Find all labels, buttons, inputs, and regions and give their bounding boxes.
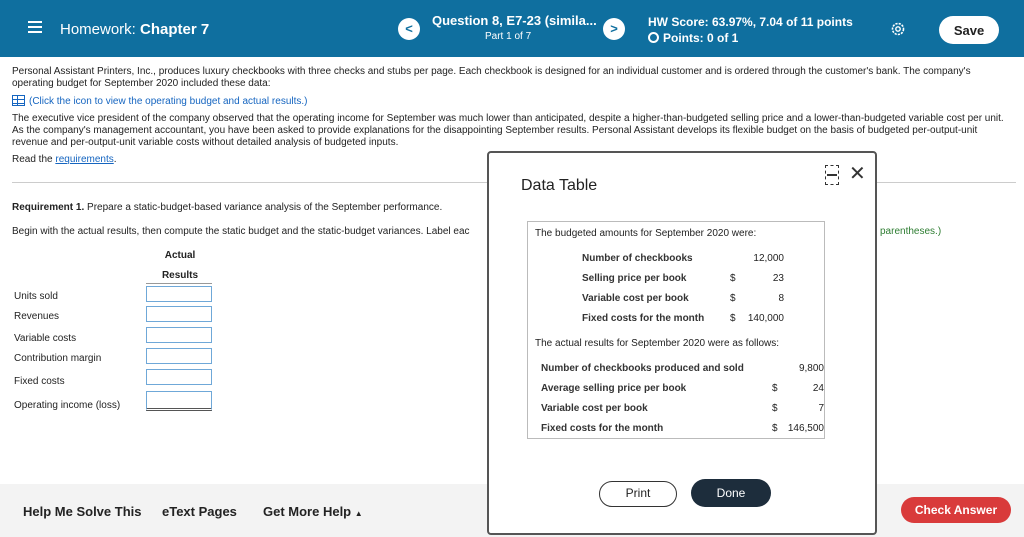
menu-icon[interactable] — [28, 21, 42, 33]
requirement-label: Requirement 1. — [12, 202, 85, 213]
actual-row-label: Variable cost per book — [541, 403, 648, 414]
read-suffix: . — [113, 154, 117, 165]
row-label-revenues: Revenues — [14, 311, 60, 322]
actual-row-currency: $ — [772, 403, 778, 414]
actual-fixed-costs-input[interactable] — [146, 369, 212, 385]
data-table-link-text[interactable]: (Click the icon to view the operating budget and actual results.) — [29, 96, 308, 107]
budget-row-currency: $ — [730, 273, 736, 284]
budget-row-value: 8 — [778, 293, 784, 304]
actual-units-sold-input[interactable] — [146, 286, 212, 302]
actual-row-currency: $ — [772, 423, 778, 434]
dialog-title: Data Table — [521, 177, 598, 194]
budget-row-currency: $ — [730, 313, 736, 324]
requirement-instructions: Begin with the actual results, then compute the static budget and the static-budget variances. Label eac — [12, 226, 470, 237]
circle-icon — [648, 32, 659, 43]
caret-up-icon: ▲ — [354, 509, 363, 518]
points-text: Points: 0 of 1 — [663, 31, 739, 45]
row-label-contribution-margin: Contribution margin — [14, 353, 102, 364]
data-table-link[interactable] — [12, 95, 1012, 108]
homework-title — [60, 21, 209, 38]
budget-row-label: Variable cost per book — [582, 293, 689, 304]
column-header-results: Results — [161, 270, 199, 281]
budget-row-label: Number of checkbooks — [582, 253, 693, 264]
question-title: Question 8, E7-23 (simila... — [432, 13, 597, 28]
actual-revenues-input[interactable] — [146, 306, 212, 322]
actual-row-value: 24 — [812, 383, 824, 394]
minimize-icon[interactable] — [825, 165, 839, 185]
header-underline — [146, 283, 212, 284]
next-question-button[interactable]: > — [603, 18, 625, 40]
prev-question-button[interactable]: < — [398, 18, 420, 40]
requirement-1 — [12, 202, 442, 213]
budget-row-label: Selling price per book — [582, 273, 687, 284]
actual-row-value: 7 — [818, 403, 824, 414]
get-more-help-button[interactable] — [263, 504, 363, 519]
actual-contribution-margin-input[interactable] — [146, 348, 212, 364]
actual-header: The actual results for September 2020 were as follows: — [535, 338, 780, 349]
table-icon[interactable] — [12, 95, 25, 106]
instructions-tail: parentheses.) — [880, 226, 942, 237]
row-label-units-sold: Units sold — [14, 291, 58, 302]
homework-prefix: Homework: — [60, 21, 136, 38]
actual-row-label: Average selling price per book — [541, 383, 687, 394]
budget-row-value: 23 — [772, 273, 784, 284]
homework-chapter: Chapter 7 — [140, 21, 210, 38]
row-label-fixed-costs: Fixed costs — [14, 376, 65, 387]
data-table — [527, 221, 825, 439]
actual-variable-costs-input[interactable] — [146, 327, 212, 343]
read-prefix: Read the — [12, 154, 53, 165]
get-more-help-label: Get More Help — [263, 504, 352, 519]
points-status — [648, 31, 738, 45]
actual-row-value: 146,500 — [787, 423, 824, 434]
budget-header: The budgeted amounts for September 2020 were: — [535, 228, 757, 239]
check-answer-button[interactable]: Check Answer — [901, 497, 1011, 523]
budget-row-value: 12,000 — [753, 253, 784, 264]
done-button[interactable]: Done — [691, 479, 771, 507]
column-header-actual: Actual — [164, 250, 196, 261]
problem-intro: Personal Assistant Printers, Inc., produces luxury checkbooks with three checks and stubs per page. Each checkbook is designed for an individual customer and is ordered through the customer's bank. The company's operating budget for September 2020 included these data: — [12, 66, 971, 89]
save-button[interactable]: Save — [939, 16, 999, 44]
actual-row-currency: $ — [772, 383, 778, 394]
question-part: Part 1 of 7 — [485, 31, 532, 42]
row-label-variable-costs: Variable costs — [14, 333, 77, 344]
budget-row-label: Fixed costs for the month — [582, 313, 705, 324]
budget-row-value: 140,000 — [747, 313, 784, 324]
problem-context: The executive vice president of the company observed that the operating income for September was much lower than anticipated, despite a higher-than-budgeted selling price and a lower-than-budgeted variable cost per unit. As the company's management accountant, you have been asked to provide explanations for the disappointing September results. Personal Assistant develops its flexible budget on the basis of budgeted per-output-unit revenue and per-output-unit variable costs without detailed analysis of budgeted inputs. — [12, 113, 1004, 148]
actual-operating-income-input[interactable] — [146, 391, 212, 411]
help-me-solve-button[interactable]: Help Me Solve This — [23, 504, 142, 519]
budget-row-currency: $ — [730, 293, 736, 304]
actual-row-label: Number of checkbooks produced and sold — [541, 363, 744, 374]
requirement-text: Prepare a static-budget-based variance analysis of the September performance. — [84, 202, 443, 213]
actual-row-label: Fixed costs for the month — [541, 423, 664, 434]
close-icon[interactable]: ✕ — [849, 163, 866, 185]
etext-pages-button[interactable]: eText Pages — [162, 504, 237, 519]
gear-icon[interactable] — [890, 21, 906, 37]
requirements-link[interactable]: requirements — [55, 154, 114, 165]
data-table-dialog — [487, 151, 877, 535]
print-button[interactable]: Print — [599, 481, 677, 507]
hw-score: HW Score: 63.97%, 7.04 of 11 points — [648, 15, 853, 29]
row-label-operating-income: Operating income (loss) — [14, 400, 121, 411]
actual-row-value: 9,800 — [798, 363, 824, 374]
top-bar — [0, 0, 1024, 57]
